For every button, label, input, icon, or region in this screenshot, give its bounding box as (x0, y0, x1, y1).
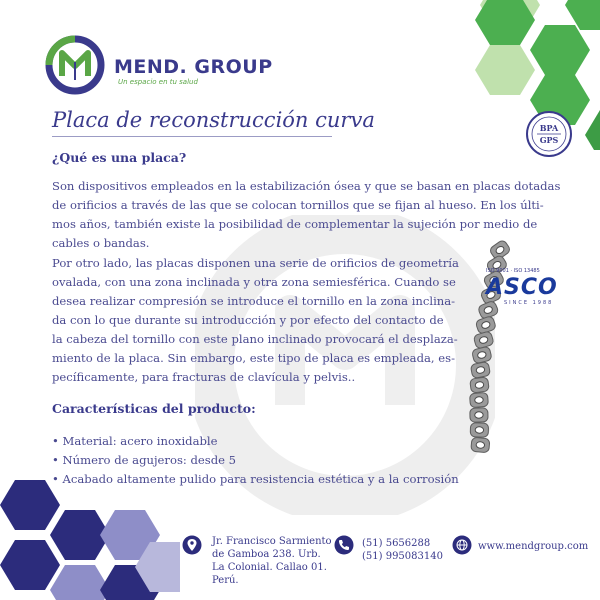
plate-hole-segment (473, 331, 494, 350)
plate-hole-segment (471, 437, 490, 453)
paragraph-line: cables o bandas. (52, 236, 150, 250)
paragraph-line: ovalada, con una zona inclinada y otra zona semiesférica. Cuando se (52, 275, 456, 289)
plate-hole-segment (470, 361, 490, 378)
brand-tagline: Un espacio en tu salud (118, 78, 198, 86)
address-line: La Colonial. Callao 01. (212, 562, 327, 573)
hexagon-decoration-top-right (420, 0, 600, 150)
address-line: Jr. Francisco Sarmiento (212, 536, 332, 547)
plate-hole-segment (470, 408, 488, 422)
plate-hole-segment (470, 377, 490, 393)
section-heading-what-is: ¿Qué es una placa? (52, 150, 187, 165)
phone-icon (334, 535, 354, 555)
asco-name-text: ASCO (486, 275, 558, 300)
title-underline (52, 136, 332, 137)
paragraph-line: mos años, también existe la posibilidad de complementar la sujeción por medio de (52, 217, 538, 231)
hexagon-decoration-bottom-left (0, 470, 180, 600)
location-pin-icon (182, 535, 202, 555)
characteristics-list (52, 432, 459, 489)
brand-name: MEND. GROUP (114, 56, 273, 78)
paragraph-line: Son dispositivos empleados en la estabilización ósea y que se basan en placas dotadas (52, 179, 561, 193)
asco-logo (484, 264, 574, 308)
plate-hole-segment (469, 392, 488, 407)
paragraph-line: desea realizar compresión se introduce el tornillo en la zona inclina- (52, 294, 456, 308)
paragraph-line: la cabeza del tornillo con este plano inclinado provocará el desplaza- (52, 332, 458, 346)
section-heading-characteristics: Características del producto: (52, 401, 256, 416)
phone-number[interactable]: (51) 5656288 (362, 538, 431, 549)
bpa-gps-seal-icon (525, 110, 573, 158)
paragraph-details (52, 254, 459, 387)
paragraph-line: miento de la placa. Sin embargo, este tipo de placa es empleada, es- (52, 351, 456, 365)
seal-top-text: BPA (539, 123, 559, 133)
list-item: • Acabado altamente pulido para resistencia estética y a la corrosión (52, 472, 459, 486)
mend-group-logo-icon (44, 34, 106, 96)
plate-hole-segment (470, 423, 488, 438)
document-title: Placa de reconstrucción curva (52, 108, 375, 132)
globe-icon (452, 535, 472, 555)
footer-website[interactable] (478, 540, 588, 553)
phone-number[interactable]: (51) 995083140 (362, 551, 443, 562)
footer-address (212, 535, 332, 587)
footer-phones (362, 537, 443, 563)
plate-hole-segment (471, 346, 492, 364)
paragraph-line: pecíficamente, para fracturas de clavícula y pelvis.. (52, 370, 356, 384)
list-item: • Número de agujeros: desde 5 (52, 453, 237, 467)
paragraph-line: Por otro lado, las placas disponen una serie de orificios de geometría (52, 256, 459, 270)
seal-bottom-text: GPS (539, 135, 559, 145)
website-link[interactable]: www.mendgroup.com (478, 541, 589, 552)
address-line: de Gamboa 238. Urb. (212, 549, 321, 560)
paragraph-line: da con lo que durante su introducción y por efecto del contacto de (52, 313, 444, 327)
asco-cert-text: ISO 9001 · ISO 13485 (486, 268, 540, 274)
asco-since-text: SINCE 1988 (504, 300, 554, 306)
address-line: Perú. (212, 575, 239, 586)
list-item: • Material: acero inoxidable (52, 434, 218, 448)
paragraph-line: de orificios a través de las que se colocan tornillos que se fijan al hueso. En los últi- (52, 198, 544, 212)
